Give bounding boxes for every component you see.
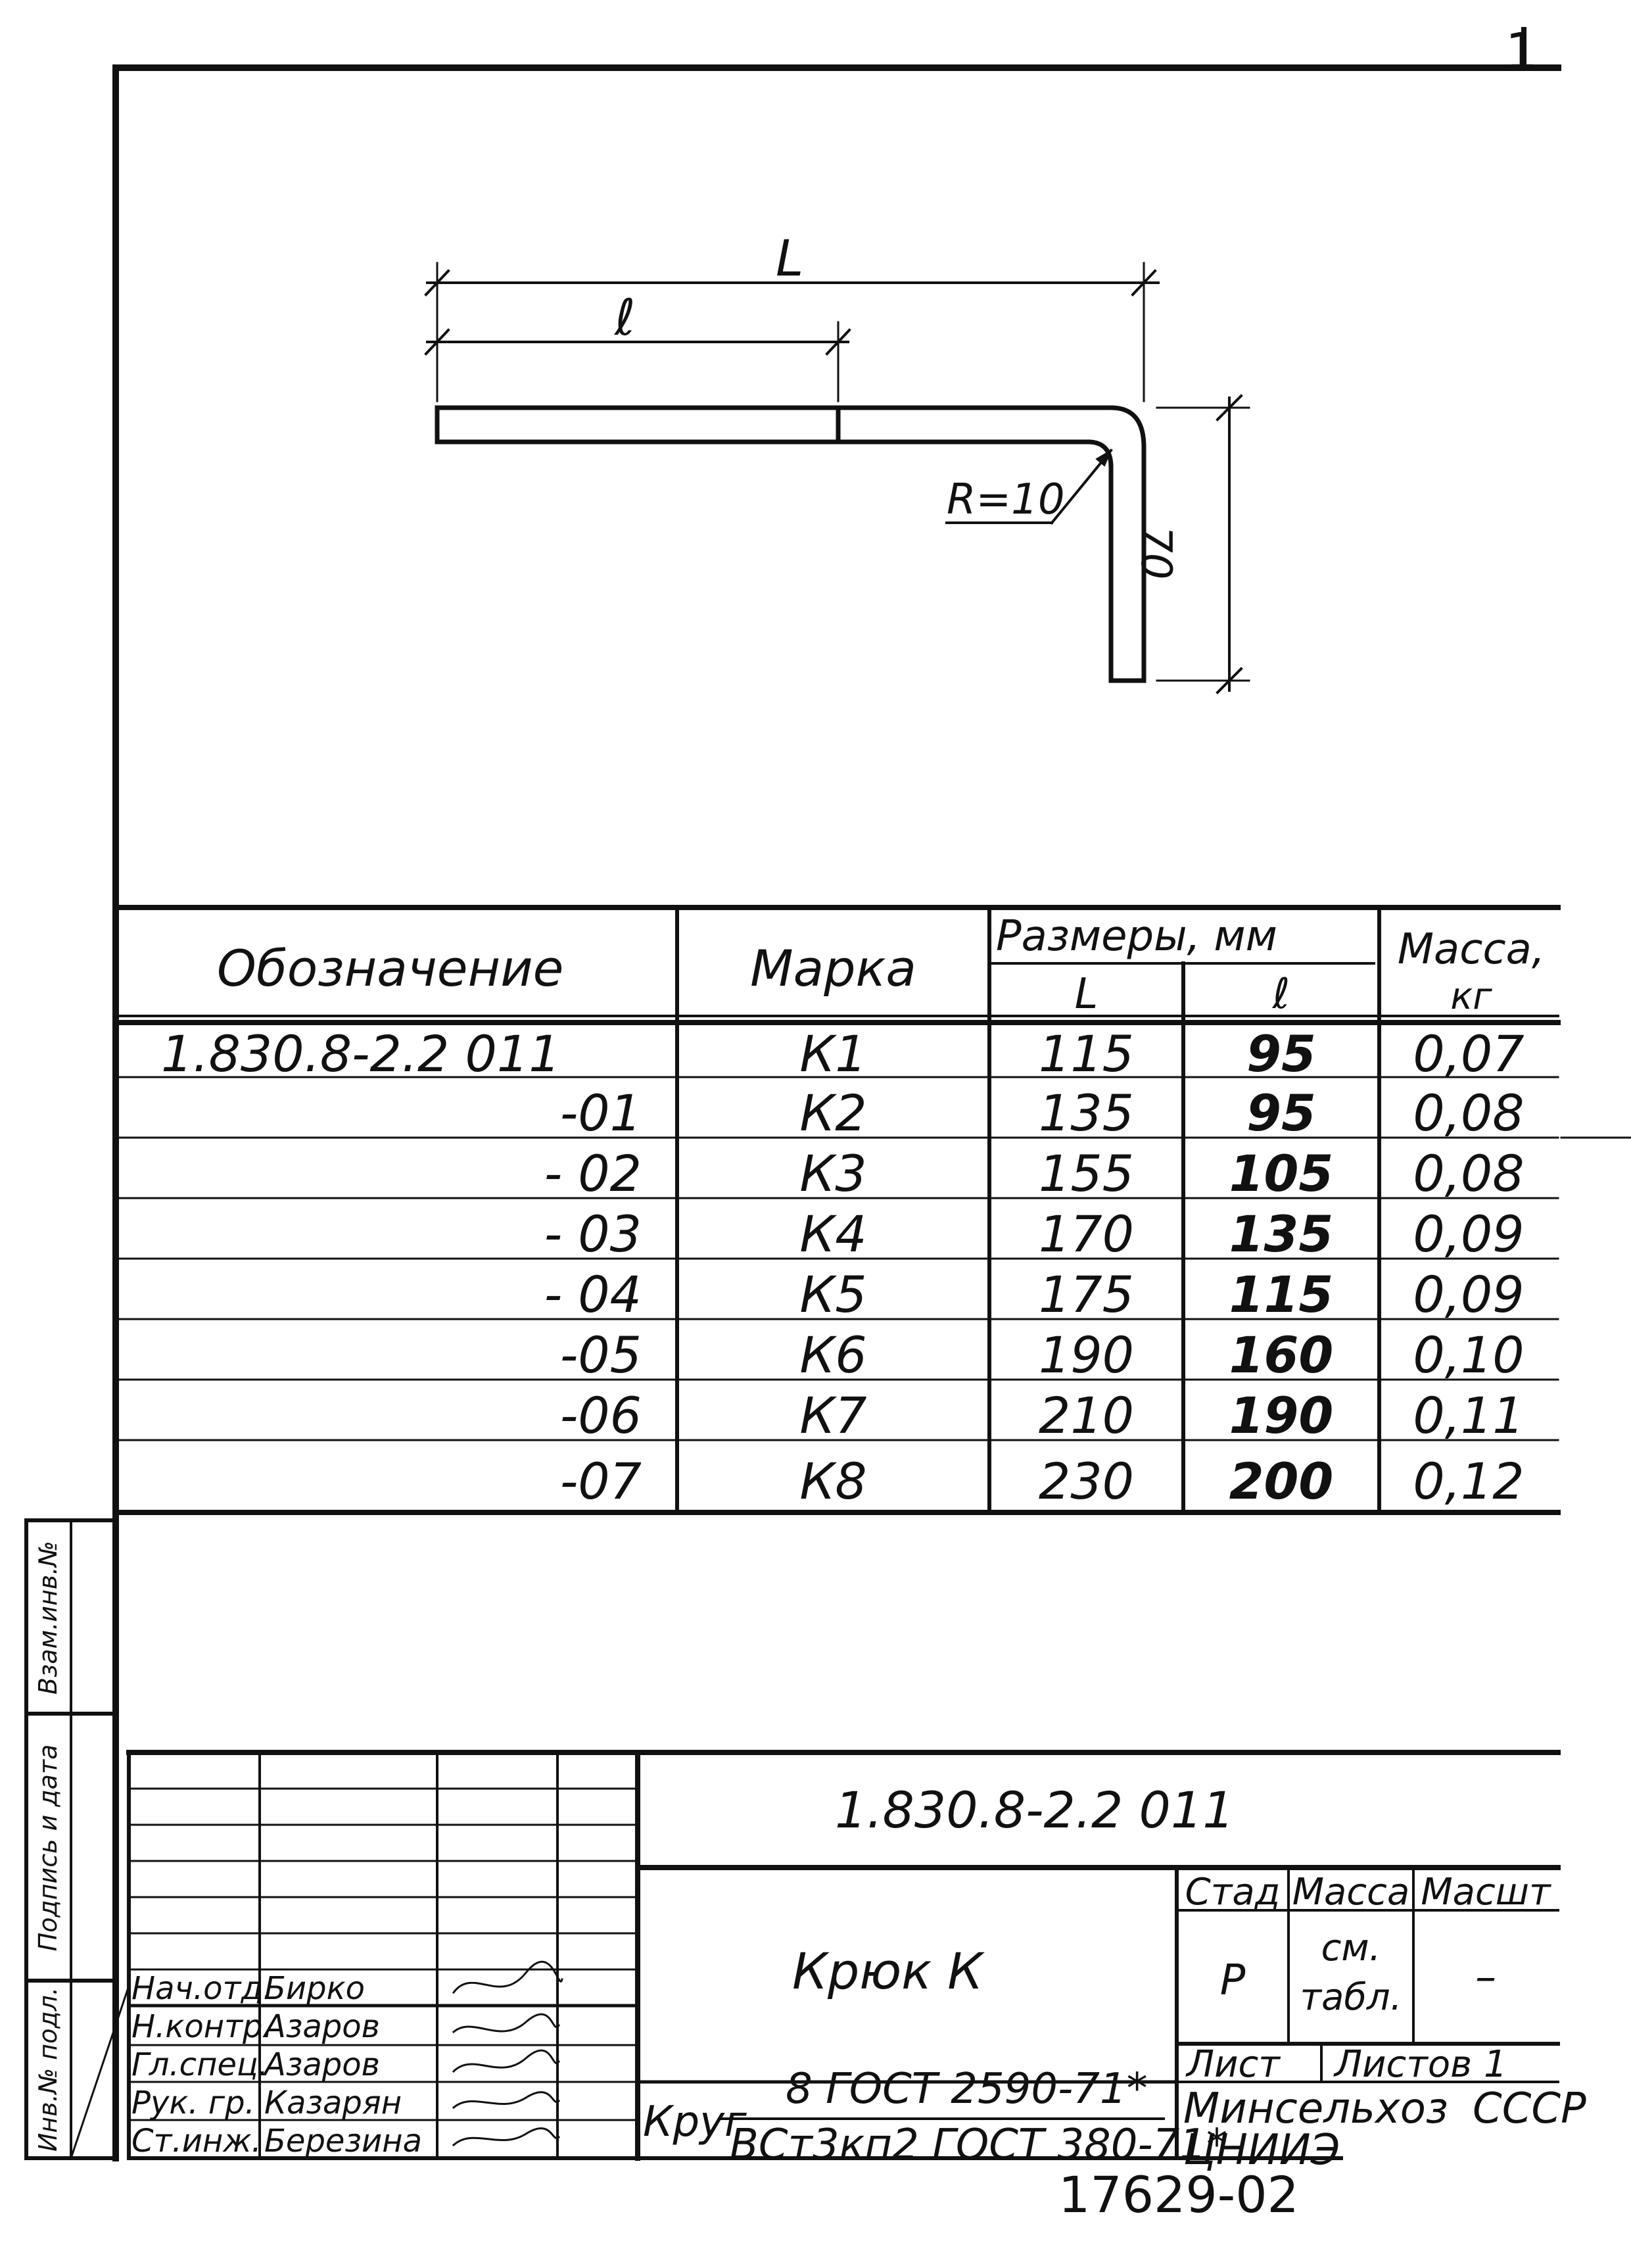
row-3-mark: К3 — [799, 1144, 867, 1203]
document-code: 1.830.8-2.2 011 — [835, 1781, 1235, 1839]
row-5-mass: 0,09 — [1413, 1265, 1525, 1324]
row-5-designation: - 04 — [544, 1265, 642, 1324]
header-mark: Марка — [750, 939, 916, 998]
row-7-designation: -06 — [559, 1386, 642, 1445]
organization-line-2: СССР — [1473, 2085, 1586, 2133]
row-2-L: 135 — [1038, 1084, 1135, 1142]
row-8-l: 200 — [1229, 1452, 1334, 1510]
item-name: Крюк К — [792, 1942, 983, 2000]
row-2-l: 95 — [1246, 1084, 1316, 1142]
row-7-l: 190 — [1229, 1386, 1334, 1445]
sheets-label: Листов 1 — [1335, 2043, 1507, 2086]
staff-role-1: Нач.отд. — [131, 1970, 273, 2007]
row-4-L: 170 — [1038, 1205, 1135, 1263]
row-4-designation: - 03 — [544, 1205, 642, 1263]
row-2-mark: К2 — [799, 1084, 867, 1142]
staff-role-5: Ст.инж. — [131, 2123, 262, 2159]
mass-label: Масса — [1292, 1871, 1410, 1914]
row-1-mass: 0,07 — [1413, 1025, 1525, 1083]
staff-name-4: Казарян — [264, 2085, 402, 2121]
row-1-designation: 1.830.8-2.2 011 — [161, 1025, 561, 1083]
dimension-L-label: L — [776, 229, 804, 287]
staff-role-3: Гл.спец. — [131, 2046, 268, 2083]
staff-name-3: Азаров — [264, 2046, 380, 2083]
row-1-L: 115 — [1038, 1025, 1135, 1083]
header-mass-unit: кг — [1450, 975, 1492, 1018]
archive-number: 17629-02 — [1058, 2165, 1299, 2224]
row-7-mark: К7 — [799, 1386, 867, 1445]
header-mass: Масса, — [1397, 925, 1546, 974]
stage-value: Р — [1219, 1956, 1246, 2005]
row-5-l: 115 — [1229, 1265, 1334, 1324]
row-4-mark: К4 — [799, 1205, 867, 1263]
header-designation: Обозначение — [217, 939, 564, 998]
dimension-l-label: ℓ — [615, 288, 636, 347]
material-prefix: Круг — [643, 2098, 747, 2146]
strip-signature-date: Подпись и дата — [34, 1744, 62, 1952]
material-top: 8 ГОСТ 2590-71* — [786, 2065, 1148, 2113]
staff-name-2: Азаров — [264, 2008, 380, 2045]
dimension-height-label: 70 — [1131, 526, 1180, 580]
mass-value-line-1: см. — [1321, 1927, 1381, 1969]
row-8-L: 230 — [1038, 1452, 1135, 1510]
row-6-mark: К6 — [799, 1326, 867, 1384]
dimension-radius-label: R=10 — [947, 475, 1065, 524]
signatures — [454, 1962, 562, 2145]
row-6-mass: 0,10 — [1413, 1326, 1525, 1384]
row-1-l: 95 — [1246, 1025, 1316, 1083]
row-8-designation: -07 — [559, 1452, 642, 1510]
strip-original-inventory: Инв.№ подл. — [34, 1987, 62, 2152]
staff-role-2: Н.контр. — [131, 2008, 273, 2045]
row-5-L: 175 — [1038, 1265, 1135, 1324]
row-8-mark: К8 — [799, 1452, 867, 1510]
row-7-L: 210 — [1038, 1386, 1135, 1445]
row-4-l: 135 — [1229, 1205, 1334, 1263]
staff-name-5: Березина — [264, 2123, 422, 2159]
row-6-designation: -05 — [559, 1326, 642, 1384]
header-size-l: ℓ — [1272, 970, 1290, 1019]
row-8-mass: 0,12 — [1413, 1452, 1525, 1510]
scale-value: – — [1475, 1953, 1496, 2002]
staff-name-1: Бирко — [264, 1970, 365, 2007]
row-2-designation: -01 — [559, 1084, 642, 1142]
hook-drawing — [437, 408, 1144, 681]
sheet-number: 1 — [1505, 22, 1538, 80]
scale-label: Масшт — [1421, 1871, 1551, 1914]
row-7-mass: 0,11 — [1413, 1386, 1525, 1445]
row-1-mark: К1 — [799, 1025, 867, 1083]
row-5-mark: К5 — [799, 1265, 867, 1324]
row-3-l: 105 — [1229, 1144, 1334, 1203]
organization-line-3: ЦНИИЭ — [1183, 2126, 1340, 2175]
header-size-L: L — [1074, 970, 1099, 1019]
stage-label: Стад — [1185, 1871, 1281, 1914]
row-6-l: 160 — [1229, 1326, 1334, 1384]
mass-value-line-2: табл. — [1300, 1976, 1402, 2019]
header-sizes: Размеры, мм — [996, 912, 1277, 961]
staff-role-4: Рук. гр. — [131, 2085, 255, 2121]
row-6-L: 190 — [1038, 1326, 1135, 1384]
organization-line-1: Минсельхоз — [1183, 2085, 1448, 2133]
strip-replacement-inventory: Взам.инв.№ — [34, 1541, 62, 1695]
row-4-mass: 0,09 — [1413, 1205, 1525, 1263]
row-2-mass: 0,08 — [1413, 1084, 1525, 1142]
material-bottom: ВСт3кп2 ГОСТ 380-71* — [730, 2121, 1227, 2169]
row-3-mass: 0,08 — [1413, 1144, 1525, 1203]
sheet-label: Лист — [1187, 2043, 1280, 2086]
row-3-designation: - 02 — [544, 1144, 642, 1203]
row-3-L: 155 — [1038, 1144, 1135, 1203]
